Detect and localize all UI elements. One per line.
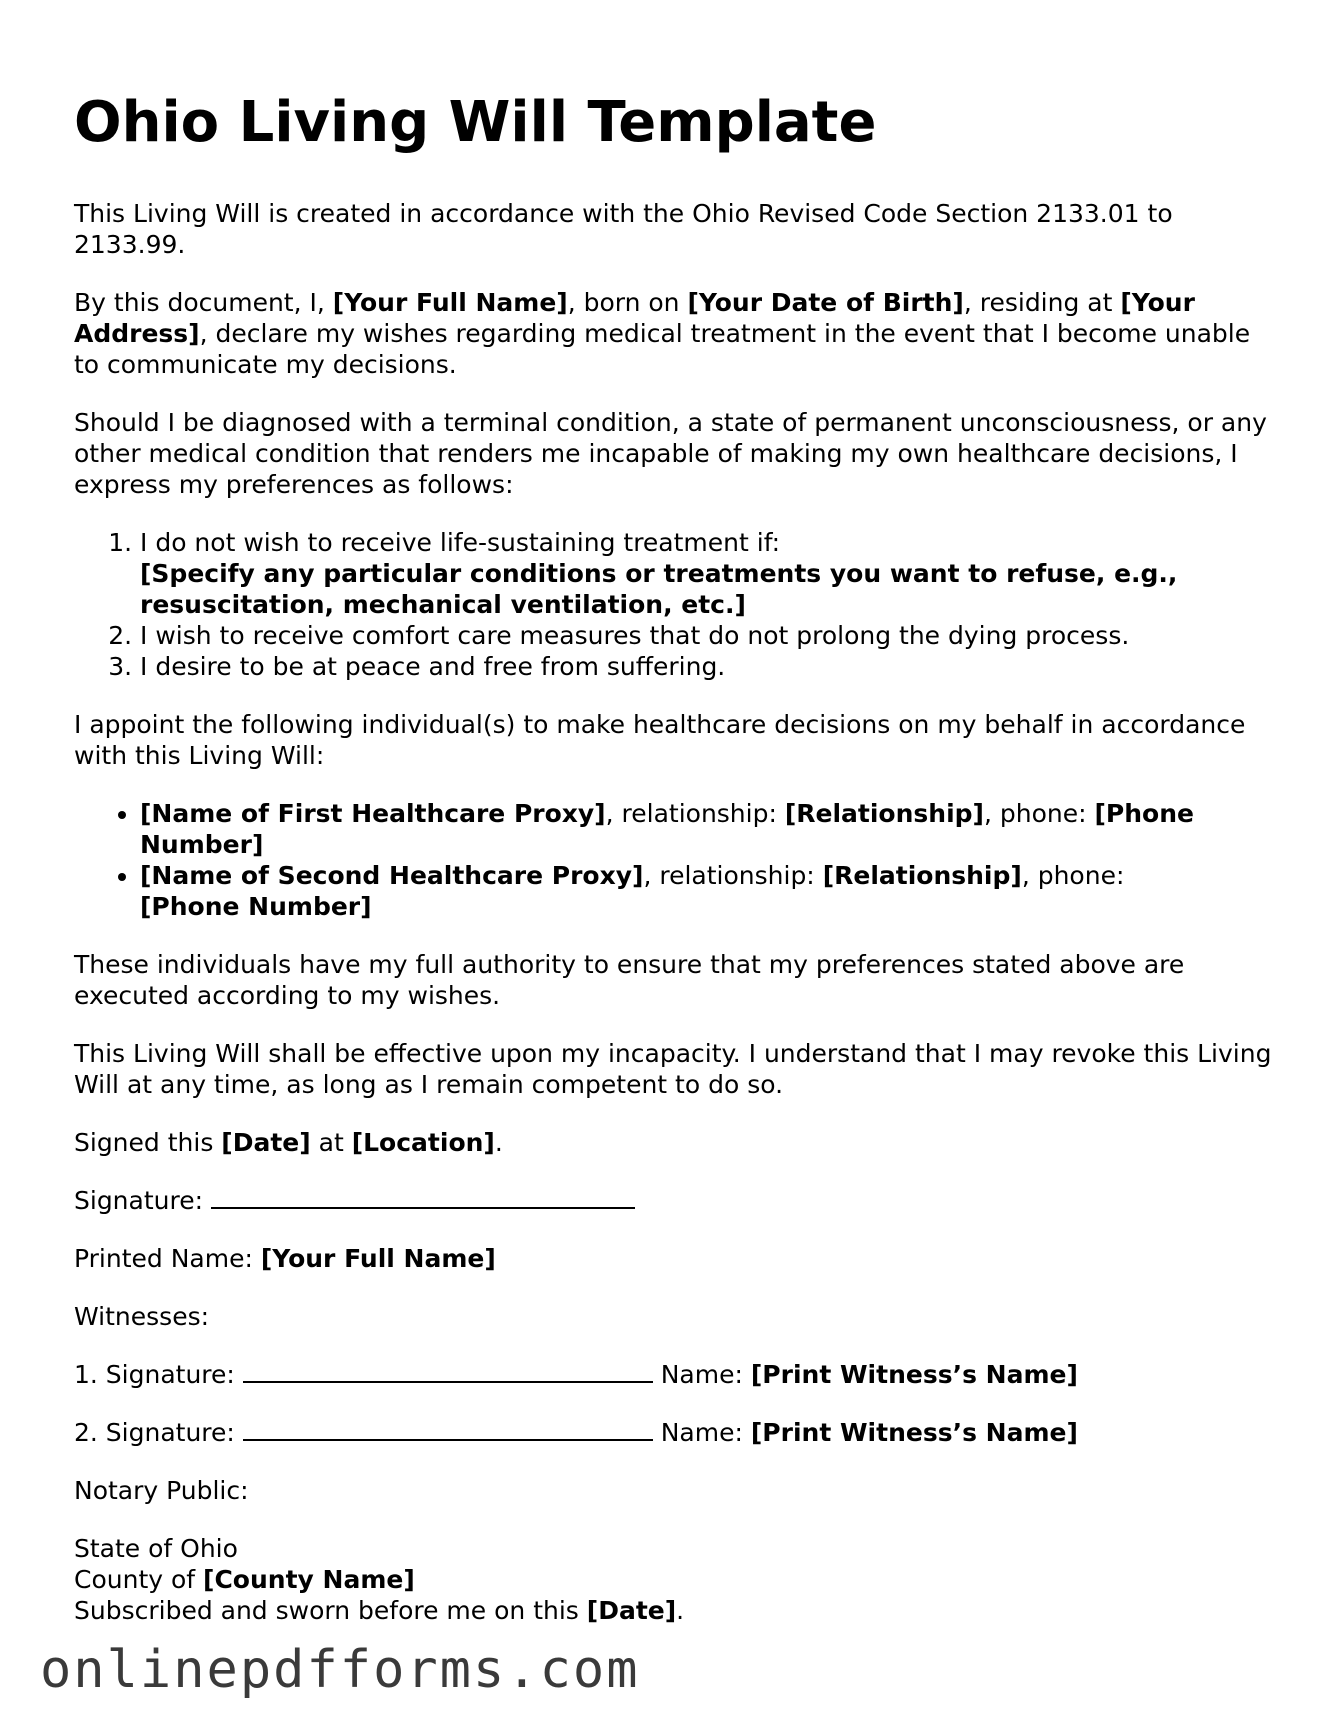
signature-line	[74, 1185, 1274, 1216]
declaration-paragraph	[74, 287, 1274, 380]
list-item: 2. I wish to receive comfort care measures that do not prolong the dying process.	[140, 620, 1274, 651]
printed-name-line	[74, 1243, 1274, 1274]
witness-name-label: Name:	[660, 1360, 743, 1389]
printed-name-label: Printed Name:	[74, 1244, 253, 1273]
appoint-paragraph: I appoint the following individual(s) to make healthcare decisions on my behalf in accordance with this Living Will:	[74, 710, 1246, 770]
witness-name-placeholder: [Print Witness’s Name]	[750, 1418, 1078, 1447]
date-placeholder: [Date]	[221, 1128, 311, 1157]
list-item	[140, 527, 1274, 620]
list-item	[140, 798, 1274, 860]
conditions-paragraph: Should I be diagnosed with a terminal condition, a state of permanent unconsciousness, or any other medical condition that renders me incapable of making my own healthcare decisions, I express my preferences as follows:	[74, 408, 1267, 499]
proxy-label: , phone:	[983, 799, 1095, 828]
signature-label: Signature:	[74, 1186, 204, 1215]
address-placeholder: [Your Address]	[74, 288, 1195, 348]
notary-sworn-text: .	[676, 1596, 685, 1625]
proxy-label: , relationship:	[605, 799, 785, 828]
notary-county-label: County of	[74, 1565, 204, 1594]
proxy-relationship-placeholder: [Relationship]	[822, 861, 1022, 890]
signed-text: Signed this	[74, 1128, 222, 1157]
proxy-name-placeholder: [Name of Second Healthcare Proxy]	[140, 861, 644, 890]
notary-block	[74, 1533, 1274, 1626]
witness-signature-blank[interactable]	[243, 1359, 653, 1383]
intro-paragraph: This Living Will is created in accordance with the Ohio Revised Code Section 2133.01 to 2133.99.	[74, 199, 1173, 259]
declaration-text: , born on	[567, 288, 688, 317]
declaration-text: , declare my wishes regarding medical treatment in the event that I become unable to communicate my decisions.	[74, 319, 1251, 379]
preferences-list	[74, 527, 1274, 682]
proxy-phone-placeholder: [Phone Number]	[140, 892, 372, 921]
dob-placeholder: [Your Date of Birth]	[687, 288, 964, 317]
witness-name-label: Name:	[660, 1418, 743, 1447]
signed-text: .	[494, 1128, 503, 1157]
proxy-phone-placeholder: [Phone Number]	[140, 799, 1194, 859]
witness-signature-label: 1. Signature:	[74, 1360, 235, 1389]
watermark: onlinepdfforms.com	[40, 1640, 640, 1700]
witness-name-placeholder: [Print Witness’s Name]	[750, 1360, 1078, 1389]
notary-county	[74, 1564, 1274, 1595]
signed-line	[74, 1127, 1274, 1158]
proxy-label: , relationship:	[643, 861, 823, 890]
proxy-relationship-placeholder: [Relationship]	[784, 799, 984, 828]
witnesses-heading: Witnesses:	[74, 1302, 210, 1331]
full-name-placeholder: [Your Full Name]	[332, 288, 568, 317]
notary-state: State of Ohio	[74, 1534, 238, 1563]
notary-sworn-text: Subscribed and sworn before me on this	[74, 1596, 587, 1625]
document-title: Ohio Living Will Template	[74, 90, 877, 155]
printed-name-placeholder: [Your Full Name]	[260, 1244, 496, 1273]
notary-heading: Notary Public:	[74, 1476, 249, 1505]
signature-blank[interactable]	[211, 1185, 635, 1209]
proxies-list	[74, 798, 1274, 922]
document-page	[74, 88, 1274, 1626]
signed-text: at	[310, 1128, 352, 1157]
location-placeholder: [Location]	[351, 1128, 495, 1157]
witness-line	[74, 1359, 1274, 1390]
effective-paragraph: This Living Will shall be effective upon my incapacity. I understand that I may revoke this Living Will at any time, as long as I remain competent to do so.	[74, 1039, 1272, 1099]
sworn-date-placeholder: [Date]	[586, 1596, 677, 1625]
declaration-text: , residing at	[963, 288, 1121, 317]
notary-sworn	[74, 1595, 1274, 1626]
authority-paragraph: These individuals have my full authority to ensure that my preferences stated above are executed according to my wishes.	[74, 950, 1185, 1010]
refused-treatments-placeholder: [Specify any particular conditions or treatments you want to refuse, e.g., resuscitation, mechanical ventilation, etc.]	[140, 559, 1178, 619]
proxy-label: , phone:	[1021, 861, 1125, 890]
list-item	[140, 860, 1274, 922]
declaration-text: By this document, I,	[74, 288, 333, 317]
county-placeholder: [County Name]	[203, 1565, 415, 1594]
witness-line	[74, 1417, 1274, 1448]
list-item: 3. I desire to be at peace and free from suffering.	[140, 651, 1274, 682]
witness-signature-label: 2. Signature:	[74, 1418, 235, 1447]
preference-text: I do not wish to receive life-sustaining treatment if:	[140, 528, 781, 557]
witness-signature-blank[interactable]	[243, 1417, 653, 1441]
proxy-name-placeholder: [Name of First Healthcare Proxy]	[140, 799, 606, 828]
